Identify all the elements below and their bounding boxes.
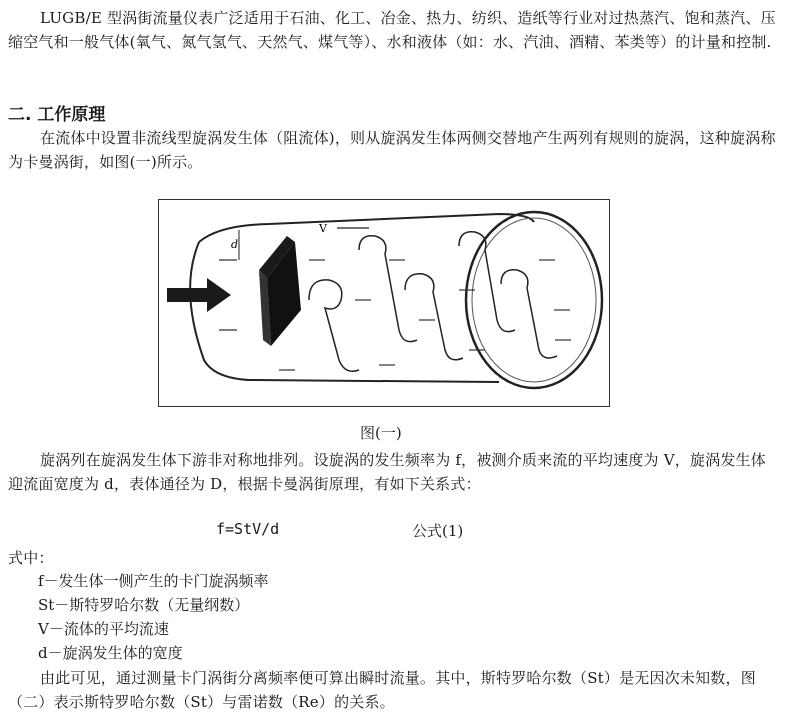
karman-vortex-figure [158, 199, 610, 407]
where-label: 式中： [8, 549, 54, 567]
principle-paragraph: 在流体中设置非流线型旋涡发生体（阻流体)，则从旋涡发生体两侧交替地产生两列有规则的旋涡，这种旋涡称为卡曼涡街，如图(一)所示。 [8, 129, 776, 171]
definition-d: d－旋涡发生体的宽度 [38, 644, 183, 662]
formula-expression: f=StV/d [216, 520, 280, 538]
vortex-2 [359, 236, 417, 342]
description-paragraph: 旋涡列在旋涡发生体下游非对称地排列。设旋涡的发生频率为 f，被测介质来流的平均速度为 V，旋涡发生体迎流面宽度为 d，表体通径为 D，根据卡曼涡街原理，有如下关系式： [8, 451, 766, 493]
definition-st: St－斯特罗哈尔数（无量纲数） [38, 596, 250, 614]
pipe-bottom-edge [190, 242, 499, 382]
intro-paragraph: LUGB/E 型涡街流量仪表广泛适用于石油、化工、冶金、热力、纺织、造纸等行业对过热蒸汽、饱和蒸汽、压缩空气和一般气体(氧气、氮气氢气、天然气、煤气等）、水和液体（如：水、汽油、酒精、苯类等）的计量和控制. [8, 9, 776, 51]
flow-arrow-icon [167, 278, 231, 312]
v-label: V [319, 222, 327, 235]
vortex-group [309, 232, 557, 371]
vortex-street-illustration [159, 200, 609, 406]
vortex-5 [501, 270, 557, 358]
pipe-outlet-inner-ring [472, 218, 596, 382]
d-label: d [231, 238, 239, 251]
figure-caption: 图(一) [360, 424, 402, 442]
definition-f: f－发生体一侧产生的卡门旋涡频率 [38, 572, 269, 590]
vortex-3 [405, 274, 463, 360]
section-heading: 二. 工作原理 [8, 105, 106, 125]
formula-label: 公式(1) [412, 522, 464, 540]
conclusion-paragraph: 由此可见，通过测量卡门涡街分离频率便可算出瞬时流量。其中，斯特罗哈尔数（St）是无因次未知数，图（二）表示斯特罗哈尔数（St）与雷诺数（Re）的关系。 [8, 669, 756, 711]
definition-v: V－流体的平均流速 [38, 620, 169, 638]
vortex-1 [309, 280, 359, 371]
pipe-outlet-ring [466, 212, 602, 388]
